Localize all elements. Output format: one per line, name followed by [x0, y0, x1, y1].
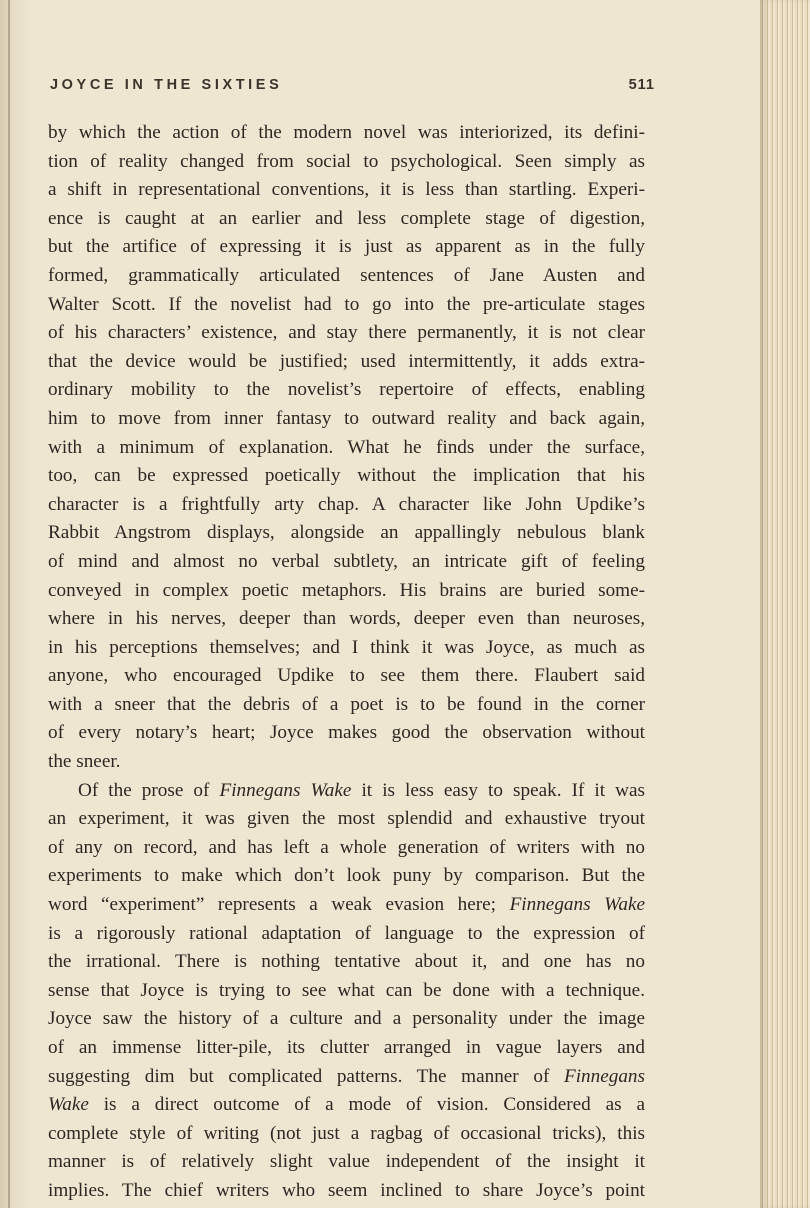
- text-line: the irrational. There is nothing tentative about it, and one has no: [48, 951, 645, 973]
- text-line: [48, 891, 645, 920]
- text-segment: word “experiment” represents a weak evasion here;: [48, 894, 510, 916]
- text-line: [48, 777, 645, 806]
- text-line: with a minimum of explanation. What he finds under the surface,: [48, 436, 645, 458]
- text-line: implies. The chief writers who seem inclined to share Joyce’s point: [48, 1179, 645, 1201]
- text-line: [48, 1063, 645, 1092]
- text-line: too, can be expressed poetically without the implication that his: [48, 465, 645, 487]
- text-line: him to move from inner fantasy to outward reality and back again,: [48, 407, 645, 429]
- text-line: with a sneer that the debris of a poet is to be found in the corner: [48, 693, 645, 715]
- text-line: of any on record, and has left a whole generation of writers with no: [48, 836, 645, 858]
- text-line: experiments to make which don’t look puny by comparison. But the: [48, 865, 645, 887]
- page-edges: [760, 0, 810, 1208]
- text-line: Joyce saw the history of a culture and a personality under the image: [48, 1008, 645, 1030]
- text-line: of every notary’s heart; Joyce makes good the observation without: [48, 722, 645, 744]
- text-line: complete style of writing (not just a ragbag of occasional tricks), this: [48, 1122, 645, 1144]
- text-line: a shift in representational conventions, it is less than startling. Experi-: [48, 179, 645, 201]
- text-line: Rabbit Angstrom displays, alongside an appallingly nebulous blank: [48, 522, 645, 544]
- text-line: in his perceptions themselves; and I think it was Joyce, as much as: [48, 636, 645, 658]
- book-binding-shadow: [0, 0, 30, 1208]
- italic-title: Finnegans: [563, 1065, 645, 1087]
- text-line: character is a frightfully arty chap. A character like John Updike’s: [48, 493, 645, 515]
- text-line: of mind and almost no verbal subtlety, an intricate gift of feeling: [48, 550, 645, 572]
- text-line: an experiment, it was given the most splendid and exhaustive tryout: [48, 808, 645, 830]
- text-line: conveyed in complex poetic metaphors. His brains are buried some-: [48, 579, 645, 601]
- text-segment: is a direct outcome of a mode of vision. Considered as a: [88, 1094, 645, 1116]
- body-text: [48, 119, 645, 1206]
- text-line: ence is caught at an earlier and less complete stage of digestion,: [48, 207, 645, 229]
- text-line: of an immense litter-pile, its clutter arranged in vague layers and: [48, 1037, 645, 1058]
- text-line: manner is of relatively slight value independent of the insight it: [48, 1151, 645, 1173]
- running-head-title: JOYCE IN THE SIXTIES: [50, 77, 283, 93]
- page-number: 511: [628, 77, 655, 93]
- text-line: where in his nerves, deeper than words, deeper even than neuroses,: [48, 608, 645, 630]
- italic-title: Finnegans Wake: [219, 779, 352, 801]
- text-line: Walter Scott. If the novelist had to go into the pre-articulate stages: [48, 293, 645, 315]
- text-line: sense that Joyce is trying to see what can be done with a technique.: [48, 979, 645, 1001]
- italic-title: Wake: [48, 1094, 89, 1116]
- text-segment: Of the prose of: [78, 779, 220, 801]
- text-line: formed, grammatically articulated sentences of Jane Austen and: [48, 264, 645, 286]
- running-head: [50, 77, 655, 101]
- text-segment: suggesting dim but complicated patterns. The manner of: [48, 1065, 564, 1087]
- text-line: that the device would be justified; used intermittently, it adds extra-: [48, 350, 645, 372]
- text-line: by which the action of the modern novel was interiorized, its defini-: [48, 122, 645, 143]
- text-line: but the artifice of expressing it is just as apparent as in the fully: [48, 236, 645, 258]
- italic-title: Finnegans Wake: [509, 894, 645, 916]
- text-segment: it is less easy to speak. If it was: [351, 779, 645, 801]
- text-line: is a rigorously rational adaptation of language to the expression of: [48, 922, 645, 944]
- text-line: the sneer.: [48, 751, 121, 773]
- text-line: [48, 1091, 645, 1120]
- text-line: of his characters’ existence, and stay there permanently, it is not clear: [48, 322, 645, 344]
- text-line: tion of reality changed from social to psychological. Seen simply as: [48, 150, 645, 172]
- binding-edge: [8, 0, 10, 1208]
- text-line: ordinary mobility to the novelist’s repertoire of effects, enabling: [48, 379, 645, 401]
- text-line: anyone, who encouraged Updike to see them there. Flaubert said: [48, 665, 645, 687]
